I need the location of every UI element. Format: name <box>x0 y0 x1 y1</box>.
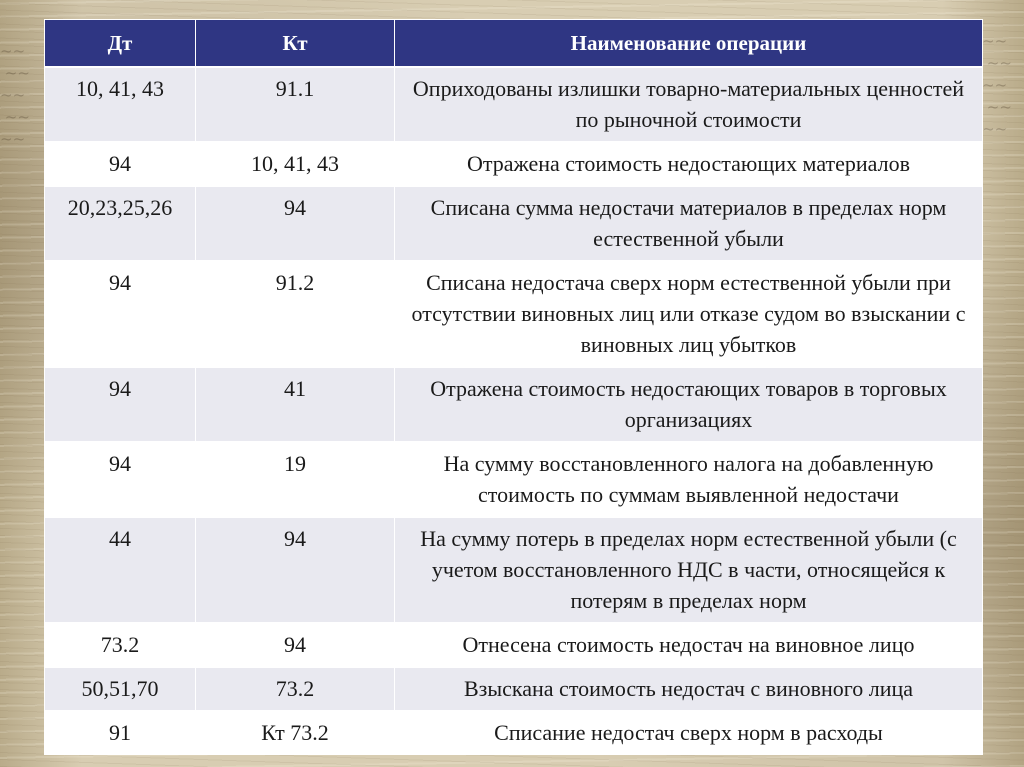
cell-operation: Отражена стоимость недостающих товаров в торговых организациях <box>395 367 983 442</box>
cell-operation: На сумму восстановленного налога на добавленную стоимость по суммам выявленной недостачи <box>395 442 983 517</box>
background-texture-left: ~~ ~~ ~~ ~~ ~~ <box>0 42 30 148</box>
cell-credit: 73.2 <box>196 667 395 711</box>
header-credit: Кт <box>196 20 395 68</box>
cell-credit: 10, 41, 43 <box>196 142 395 186</box>
table-row <box>45 367 983 442</box>
cell-operation: Отражена стоимость недостающих материалов <box>395 142 983 186</box>
cell-credit: 94 <box>196 186 395 261</box>
cell-credit: Кт 73.2 <box>196 711 395 755</box>
cell-operation: Оприходованы излишки товарно-материальных ценностей по рыночной стоимости <box>395 67 983 142</box>
cell-debit: 91 <box>45 711 196 755</box>
cell-debit: 94 <box>45 367 196 442</box>
cell-credit: 41 <box>196 367 395 442</box>
header-debit: Дт <box>45 20 196 68</box>
cell-credit: 91.1 <box>196 67 395 142</box>
table-row <box>45 623 983 667</box>
table-row <box>45 667 983 711</box>
cell-operation: Списана недостача сверх норм естественной убыли при отсутствии виновных лиц или отказе судом во взыскании с виновных лиц убытков <box>395 261 983 367</box>
operations-table <box>44 19 983 755</box>
cell-debit: 94 <box>45 442 196 517</box>
cell-debit: 94 <box>45 261 196 367</box>
operations-table-container <box>44 19 982 755</box>
cell-operation: Списана сумма недостачи материалов в пределах норм естественной убыли <box>395 186 983 261</box>
table-row <box>45 142 983 186</box>
table-body <box>45 67 983 755</box>
cell-operation: Взыскана стоимость недостач с виновного лица <box>395 667 983 711</box>
cell-debit: 73.2 <box>45 623 196 667</box>
cell-debit: 94 <box>45 142 196 186</box>
cell-operation: Отнесена стоимость недостач на виновное лицо <box>395 623 983 667</box>
cell-operation: На сумму потерь в пределах норм естественной убыли (с учетом восстановленного НДС в части, относящейся к потерям в пределах норм <box>395 517 983 623</box>
table-row <box>45 711 983 755</box>
cell-credit: 94 <box>196 623 395 667</box>
cell-debit: 50,51,70 <box>45 667 196 711</box>
cell-debit: 10, 41, 43 <box>45 67 196 142</box>
table-header-row <box>45 20 983 68</box>
cell-credit: 94 <box>196 517 395 623</box>
table-row <box>45 67 983 142</box>
cell-credit: 91.2 <box>196 261 395 367</box>
background-texture-right: ~~ ~~ ~~ ~~ ~~ <box>982 32 1012 138</box>
table-row <box>45 517 983 623</box>
cell-debit: 20,23,25,26 <box>45 186 196 261</box>
table-row <box>45 261 983 367</box>
table-row <box>45 186 983 261</box>
cell-debit: 44 <box>45 517 196 623</box>
cell-operation: Списание недостач сверх норм в расходы <box>395 711 983 755</box>
header-operation: Наименование операции <box>395 20 983 68</box>
cell-credit: 19 <box>196 442 395 517</box>
table-row <box>45 442 983 517</box>
